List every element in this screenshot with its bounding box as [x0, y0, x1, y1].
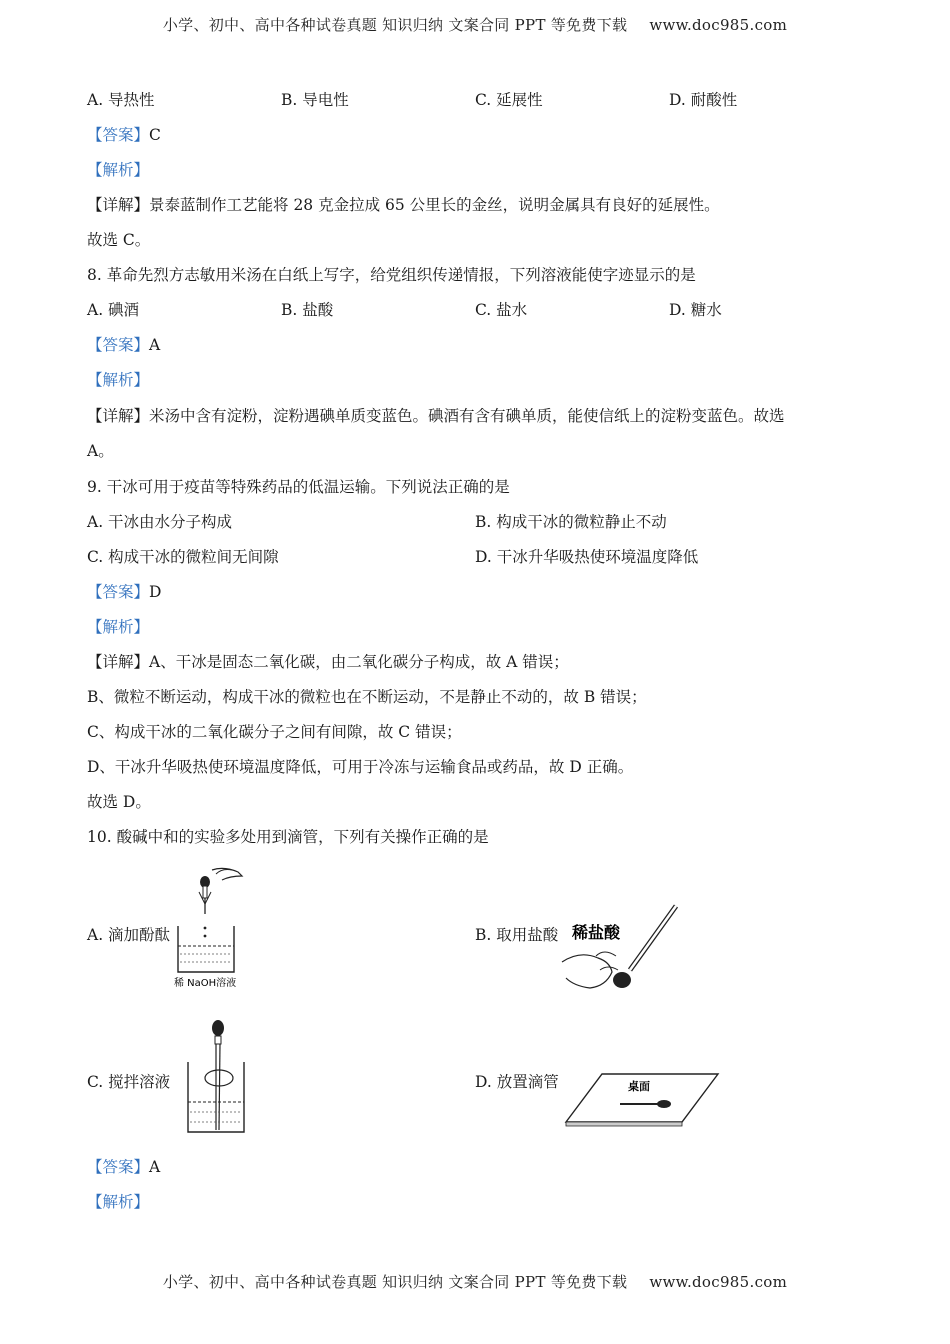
analysis-tag: 【解析】 — [87, 161, 150, 179]
q10-answer — [87, 1157, 160, 1177]
q9-conclusion: 故选 D。 — [87, 793, 151, 811]
q7-conclusion: 故选 C。 — [87, 231, 151, 249]
q7-option-a: A. 导热性 — [87, 91, 155, 109]
q7-option-c: C. 延展性 — [475, 91, 543, 109]
q9-detail-c: C、构成干冰的二氧化碳分子之间有间隙，故 C 错误； — [87, 723, 462, 741]
fig-a-label: 稀 NaOH溶液 — [174, 978, 237, 989]
q7-option-b: B. 导电性 — [281, 91, 349, 109]
q7-answer — [87, 125, 161, 145]
q10-option-c: C. 搅拌溶液 — [87, 1073, 171, 1091]
figure-stirring-solution — [182, 1018, 252, 1138]
q8-detail-cont: A。 — [87, 442, 114, 460]
q8-analysis — [87, 370, 149, 390]
footer-text: 小学、初中、高中各种试卷真题 知识归纳 文案合同 PPT 等免费下载 — [162, 1273, 628, 1291]
answer-tag: 【答案】 — [87, 336, 150, 354]
detail-tag: 【详解】 — [87, 196, 150, 214]
q8-stem: 8. 革命先烈方志敏用米汤在白纸上写字，给党组织传递情报，下列溶液能使字迹显示的是 — [87, 266, 696, 284]
q9-option-b: B. 构成干冰的微粒静止不动 — [475, 513, 667, 531]
q10-stem: 10. 酸碱中和的实验多处用到滴管，下列有关操作正确的是 — [87, 828, 489, 846]
analysis-tag: 【解析】 — [87, 618, 150, 636]
q8-option-b: B. 盐酸 — [281, 301, 334, 319]
q9-detail-b: B、微粒不断运动，构成干冰的微粒也在不断运动，不是静止不动的，故 B 错误； — [87, 688, 647, 706]
q10-option-d: D. 放置滴管 — [475, 1073, 559, 1091]
q10-answer-value: A — [149, 1158, 161, 1176]
detail-tag: 【详解】 — [87, 407, 150, 425]
q8-option-d: D. 糖水 — [669, 301, 722, 319]
q7-analysis — [87, 160, 149, 180]
answer-tag: 【答案】 — [87, 1158, 150, 1176]
q8-answer-value: A — [149, 336, 161, 354]
footer-site[interactable]: www.doc985.com — [649, 1273, 788, 1291]
answer-tag: 【答案】 — [87, 126, 150, 144]
q9-answer-value: D — [149, 583, 162, 601]
q8-option-c: C. 盐水 — [475, 301, 528, 319]
q9-option-d: D. 干冰升华吸热使环境温度降低 — [475, 548, 699, 566]
figure-dropper-on-desk — [562, 1070, 722, 1128]
q9-option-a: A. 干冰由水分子构成 — [87, 513, 233, 531]
page-footer — [0, 1271, 950, 1292]
figure-dropper-hydrochloric-acid — [560, 900, 690, 1000]
answer-tag: 【答案】 — [87, 583, 150, 601]
q9-stem: 9. 干冰可用于疫苗等特殊药品的低温运输。下列说法正确的是 — [87, 478, 510, 496]
q9-analysis — [87, 617, 149, 637]
q10-option-b: B. 取用盐酸 — [475, 926, 559, 944]
q10-option-a: A. 滴加酚酞 — [87, 926, 171, 944]
page-header — [0, 14, 950, 35]
analysis-tag: 【解析】 — [87, 371, 150, 389]
q7-option-d: D. 耐酸性 — [669, 91, 738, 109]
figure-dropper-phenolphthalein — [172, 862, 252, 990]
q10-analysis — [87, 1192, 149, 1212]
q7-answer-value: C — [149, 126, 161, 144]
q8-detail — [87, 406, 785, 426]
q9-detail-a — [87, 652, 569, 672]
analysis-tag: 【解析】 — [87, 1193, 150, 1211]
q8-detail-text: 米汤中含有淀粉，淀粉遇碘单质变蓝色。碘酒有含有碘单质，能使信纸上的淀粉变蓝色。故选 — [149, 407, 785, 425]
header-site[interactable]: www.doc985.com — [649, 16, 788, 34]
header-text: 小学、初中、高中各种试卷真题 知识归纳 文案合同 PPT 等免费下载 — [162, 16, 628, 34]
q9-answer — [87, 582, 161, 602]
q7-detail — [87, 195, 720, 215]
fig-d-label: 桌面 — [628, 1080, 650, 1093]
fig-b-label: 稀盐酸 — [572, 923, 621, 942]
q8-option-a: A. 碘酒 — [87, 301, 140, 319]
q8-answer — [87, 335, 160, 355]
q9-option-c: C. 构成干冰的微粒间无间隙 — [87, 548, 279, 566]
q7-detail-text: 景泰蓝制作工艺能将 28 克金拉成 65 公里长的金丝，说明金属具有良好的延展性。 — [149, 196, 720, 214]
detail-tag: 【详解】 — [87, 653, 150, 671]
q9-detail-d: D、干冰升华吸热使环境温度降低，可用于冷冻与运输食品或药品，故 D 正确。 — [87, 758, 634, 776]
q9-detail-a-text: A、干冰是固态二氧化碳，由二氧化碳分子构成，故 A 错误； — [149, 653, 569, 671]
